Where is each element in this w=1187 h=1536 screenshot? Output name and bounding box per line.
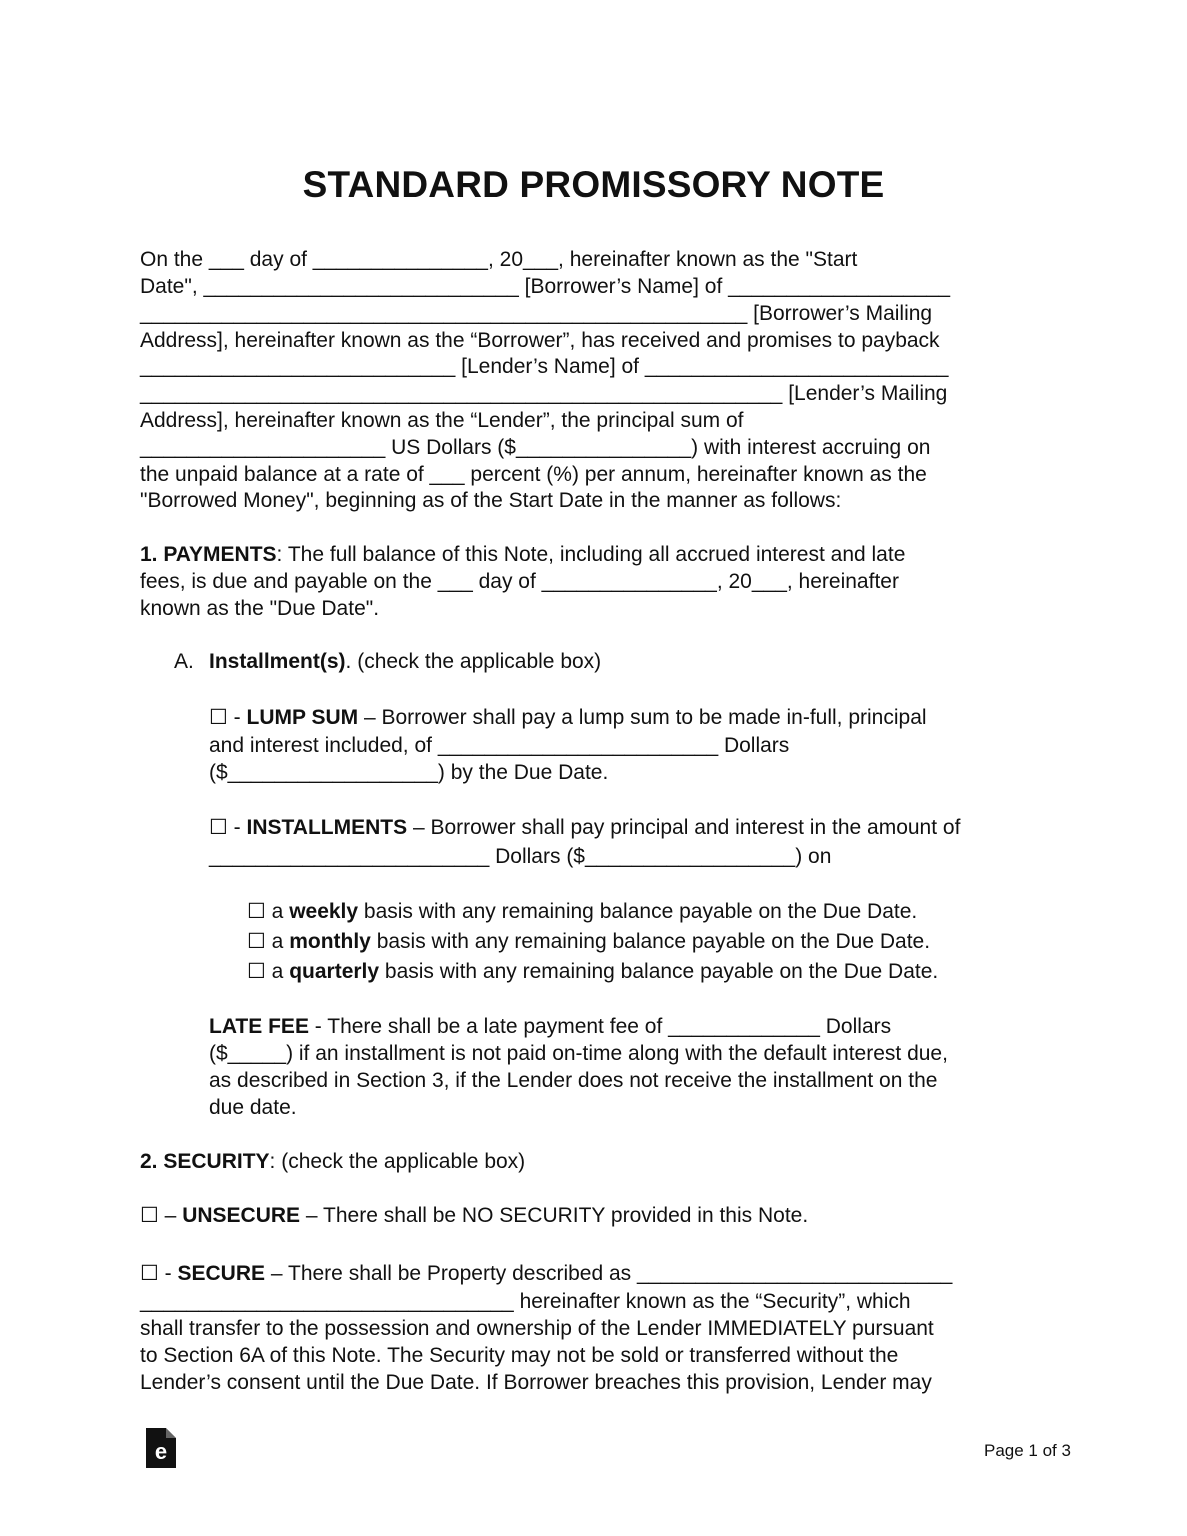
installments-heading-line: Installment(s). (check the applicable box) (209, 650, 602, 673)
frequency-checkbox[interactable]: ☐ a (247, 930, 290, 953)
frequency-quarterly-option[interactable]: ☐ a quarterly basis with any remaining balance payable on the Due Date. (247, 960, 939, 983)
frequency-checkbox[interactable]: ☐ a (247, 900, 290, 923)
intro-line: _____________________ US Dollars ($_______________) with interest accruing on (140, 436, 931, 459)
secure-line: to Section 6A of this Note. The Security may not be sold or transferred without the (140, 1344, 899, 1367)
unsecure-option[interactable]: ☐ – UNSECURE – There shall be NO SECURITY provided in this Note. (140, 1204, 809, 1227)
page-number: Page 1 of 3 (984, 1441, 1071, 1460)
frequency-checkbox[interactable]: ☐ a (247, 960, 290, 983)
installments-option[interactable]: ☐ - INSTALLMENTS – Borrower shall pay principal and interest in the amount of (209, 816, 961, 839)
secure-line: ________________________________ hereinafter known as the “Security”, which (140, 1290, 911, 1313)
late-fee-line: due date. (209, 1096, 297, 1119)
unsecure-checkbox[interactable]: ☐ – (140, 1204, 183, 1227)
secure-line: shall transfer to the possession and ownership of the Lender IMMEDIATELY pursuant (140, 1317, 934, 1340)
eforms-logo-icon (146, 1428, 176, 1468)
lump-sum-line: ($__________________) by the Due Date. (209, 761, 609, 784)
lump-sum-checkbox[interactable]: ☐ - (209, 706, 247, 729)
lump-sum-line: and interest included, of ________________________ Dollars (209, 734, 790, 757)
installments-checkbox[interactable]: ☐ - (209, 816, 247, 839)
late-fee-line: as described in Section 3, if the Lender does not receive the installment on the (209, 1069, 938, 1092)
intro-line: "Borrowed Money", beginning as of the Start Date in the manner as follows: (140, 489, 842, 512)
installments-heading: Installment(s) (209, 650, 346, 673)
intro-line: Date", ___________________________ [Borrower’s Name] of ___________________ (140, 275, 951, 298)
secure-option[interactable]: ☐ - SECURE – There shall be Property described as ___________________________ (140, 1262, 953, 1285)
intro-line: _______________________________________________________ [Lender’s Mailing (140, 382, 948, 405)
frequency-weekly-option[interactable]: ☐ a weekly basis with any remaining balance payable on the Due Date. (247, 900, 918, 923)
payments-heading: 1. PAYMENTS (140, 543, 277, 566)
late-fee-line: ($_____) if an installment is not paid on-time along with the default interest due, (209, 1042, 948, 1065)
lump-sum-option[interactable]: ☐ - LUMP SUM – Borrower shall pay a lump sum to be made in-full, principal (209, 706, 927, 729)
intro-line: the unpaid balance at a rate of ___ percent (%) per annum, hereinafter known as the (140, 463, 927, 486)
document-title: STANDARD PROMISSORY NOTE (302, 164, 885, 205)
late-fee-label: LATE FEE (209, 1015, 309, 1038)
payments-line: 1. PAYMENTS: The full balance of this Note, including all accrued interest and late (140, 543, 906, 566)
secure-label: SECURE (177, 1262, 266, 1285)
installments-letter: A. (174, 650, 194, 673)
lump-sum-label: LUMP SUM (246, 706, 359, 729)
security-heading-line: 2. SECURITY: (check the applicable box) (140, 1150, 526, 1173)
payments-line: fees, is due and payable on the ___ day of _______________, 20___, hereinafter (140, 570, 899, 593)
installments-line: ________________________ Dollars ($__________________) on (209, 845, 832, 868)
frequency-monthly-option[interactable]: ☐ a monthly basis with any remaining balance payable on the Due Date. (247, 930, 931, 953)
installments-label: INSTALLMENTS (246, 816, 408, 839)
late-fee-line: LATE FEE - There shall be a late payment fee of _____________ Dollars (209, 1015, 892, 1038)
payments-line: known as the "Due Date". (140, 597, 380, 620)
intro-line: Address], hereinafter known as the “Borrower”, has received and promises to payback (140, 329, 940, 352)
intro-line: ___________________________ [Lender’s Name] of __________________________ (140, 355, 949, 378)
secure-checkbox[interactable]: ☐ - (140, 1262, 178, 1285)
intro-line: Address], hereinafter known as the “Lender”, the principal sum of (140, 409, 744, 432)
svg-text:e: e (154, 1439, 168, 1464)
secure-line: Lender’s consent until the Due Date. If Borrower breaches this provision, Lender may (140, 1371, 932, 1394)
unsecure-label: UNSECURE (182, 1204, 301, 1227)
intro-line: On the ___ day of _______________, 20___, hereinafter known as the "Start (140, 248, 858, 271)
security-heading: 2. SECURITY (140, 1150, 270, 1173)
intro-line: ____________________________________________________ [Borrower’s Mailing (140, 302, 933, 325)
